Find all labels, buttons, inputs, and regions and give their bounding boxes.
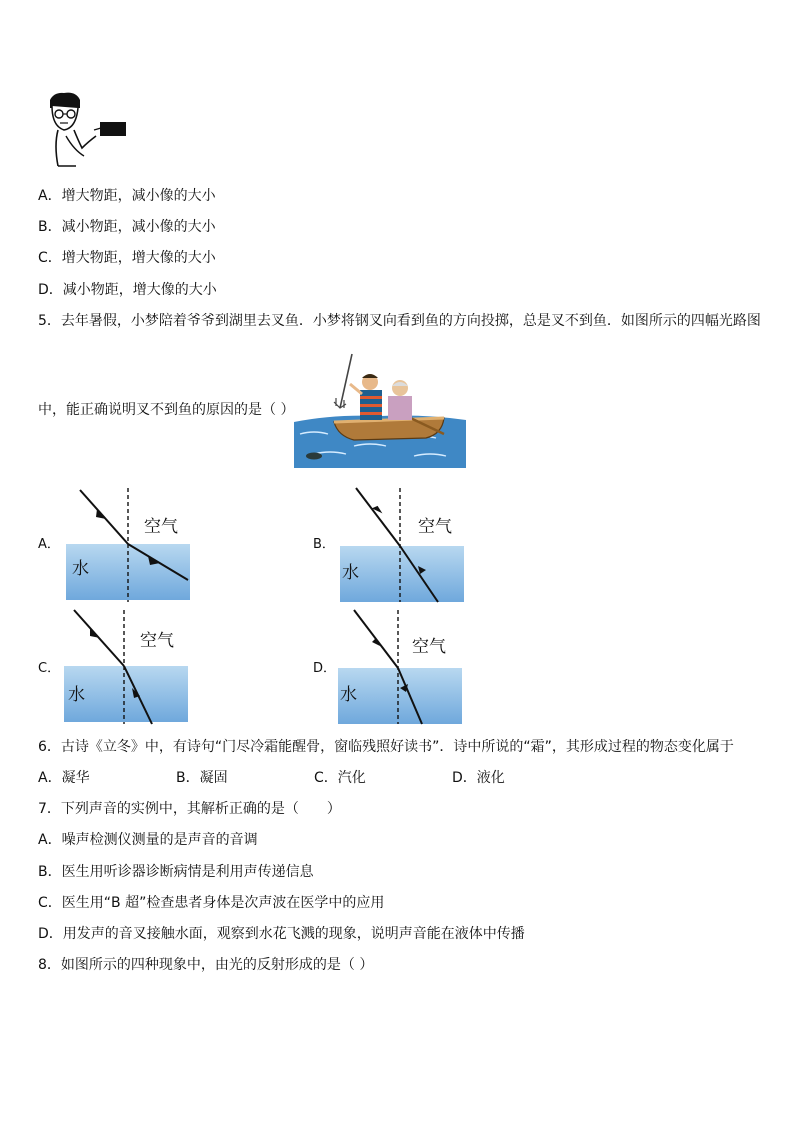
q5-diagram-b: [338, 486, 468, 604]
q5-diagram-b-water-label: 水: [342, 563, 359, 583]
q7-option-b: B．医生用听诊器诊断病情是利用声传递信息: [38, 864, 314, 880]
q7-option-a: A．噪声检测仪测量的是声音的音调: [38, 832, 258, 848]
q6-option-a: A．凝华: [38, 770, 90, 786]
q4-option-b: B．减小物距，减小像的大小: [38, 219, 216, 235]
q4-option-a: A．增大物距，减小像的大小: [38, 188, 216, 204]
q5-stem-line2: 中，能正确说明叉不到鱼的原因的是（ ）: [38, 402, 295, 418]
q6-option-d: D．液化: [452, 770, 505, 786]
q4-option-d: D．减小物距，增大像的大小: [38, 282, 217, 298]
q5-stem-line1: 5．去年暑假，小梦陪着爷爷到湖里去叉鱼．小梦将钢叉向看到鱼的方向投掷，总是叉不到鱼．如图所示的四幅光路图: [38, 313, 761, 329]
q5-diagram-a-water-label: 水: [72, 559, 89, 579]
q6-option-c: C．汽化: [314, 770, 366, 786]
q6-option-b: B．凝固: [176, 770, 228, 786]
q7-option-c: C．医生用“B 超”检查患者身体是次声波在医学中的应用: [38, 895, 385, 911]
q5-diagram-c: [62, 608, 192, 726]
q5-diagram-b-air-label: 空气: [418, 517, 452, 537]
q6-stem: 6．古诗《立冬》中，有诗句“门尽冷霜能醒骨，窗临残照好读书”．诗中所说的“霜”，其形成过程的物态变化属于: [38, 739, 734, 755]
q5-diagram-d: [336, 608, 466, 726]
q8-stem: 8．如图所示的四种现象中，由光的反射形成的是（ ）: [38, 957, 374, 973]
q5-diagram-a: [64, 486, 194, 604]
boat-fishing-illustration: [294, 350, 466, 468]
q5-option-c-label: C．: [38, 661, 61, 676]
q5-diagram-c-air-label: 空气: [140, 631, 174, 651]
q5-diagram-d-water-label: 水: [340, 685, 357, 705]
q7-stem: 7．下列声音的实例中，其解析正确的是（ ）: [38, 801, 341, 817]
q5-diagram-c-water-label: 水: [68, 685, 85, 705]
q5-option-d-label: D．: [313, 661, 337, 676]
q5-diagram-a-air-label: 空气: [144, 517, 178, 537]
q5-option-a-label: A．: [38, 537, 60, 552]
q4-option-c: C．增大物距，增大像的大小: [38, 250, 216, 266]
person-with-camera-figure: [44, 90, 134, 170]
q5-diagram-d-air-label: 空气: [412, 637, 446, 657]
q7-option-d: D．用发声的音叉接触水面，观察到水花飞溅的现象，说明声音能在液体中传播: [38, 926, 525, 942]
q5-option-b-label: B．: [313, 537, 335, 552]
